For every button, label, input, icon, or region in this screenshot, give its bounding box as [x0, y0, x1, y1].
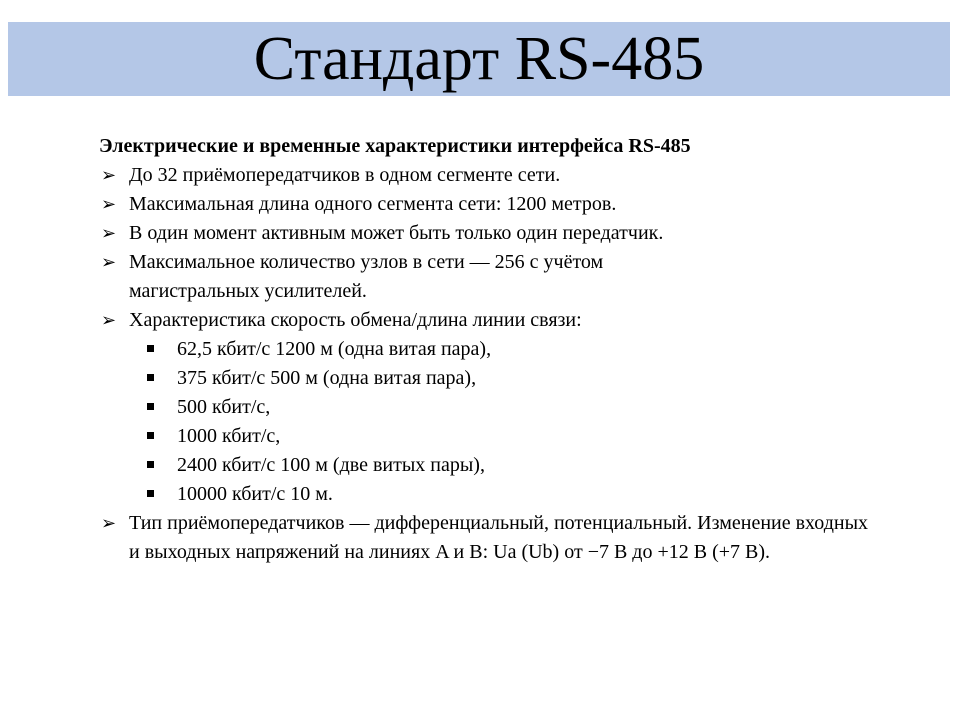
- sub-list-item-text: 500 кбит/с,: [177, 396, 271, 418]
- arrowhead-bullet-icon: ➢: [101, 194, 117, 215]
- arrowhead-bullet-icon: ➢: [101, 223, 117, 244]
- list-item: [99, 248, 899, 306]
- sub-list-item-text: 2400 кбит/с 100 м (две витых пары),: [177, 454, 485, 476]
- sub-list-item-text: 62,5 кбит/с 1200 м (одна витая пара),: [177, 338, 492, 360]
- sub-list-item: [99, 364, 899, 393]
- sub-list-item-text: 10000 кбит/с 10 м.: [177, 483, 333, 505]
- sub-list-item: [99, 451, 899, 480]
- list-item: [99, 161, 899, 190]
- slide-title: Стандарт RS-485: [253, 25, 705, 93]
- square-bullet-icon: [147, 345, 154, 352]
- list-item: [99, 509, 899, 567]
- square-bullet-icon: [147, 403, 154, 410]
- list-item-text: В один момент активным может быть только один передатчик.: [129, 222, 664, 244]
- list-item-text: До 32 приёмопередатчиков в одном сегменте сети.: [129, 164, 561, 186]
- list-item: [99, 219, 899, 248]
- section-heading: Электрические и временные характеристики интерфейса RS-485: [99, 135, 691, 157]
- square-bullet-icon: [147, 432, 154, 439]
- arrowhead-bullet-icon: ➢: [101, 252, 117, 273]
- arrowhead-bullet-icon: ➢: [101, 165, 117, 186]
- sub-bullet-list: [99, 335, 899, 509]
- square-bullet-icon: [147, 374, 154, 381]
- list-item-text: Максимальное количество узлов в сети — 256 с учётом магистральных усилителей.: [129, 251, 604, 302]
- slide-content: [99, 132, 899, 567]
- sub-list-item-text: 1000 кбит/с,: [177, 425, 281, 447]
- list-item-text: Максимальная длина одного сегмента сети: 1200 метров.: [129, 193, 617, 215]
- list-item: [99, 306, 899, 335]
- list-item-text: Тип приёмопередатчиков — дифференциальный, потенциальный. Изменение входных и выходных напряжений на линиях A и B: Ua (Ub) от −7 В до +12 В (+7 В).: [129, 512, 869, 563]
- list-item-text: Характеристика скорость обмена/длина линии связи:: [129, 309, 582, 331]
- list-item: [99, 190, 899, 219]
- sub-list-item: [99, 480, 899, 509]
- bullet-list: [99, 161, 899, 335]
- sub-list-item: [99, 335, 899, 364]
- sub-list-item-text: 375 кбит/с 500 м (одна витая пара),: [177, 367, 477, 389]
- arrowhead-bullet-icon: ➢: [101, 513, 117, 534]
- title-bar: [8, 22, 950, 96]
- arrowhead-bullet-icon: ➢: [101, 310, 117, 331]
- square-bullet-icon: [147, 461, 154, 468]
- sub-list-item: [99, 422, 899, 451]
- sub-list-item: [99, 393, 899, 422]
- bullet-list-continued: [99, 509, 899, 567]
- square-bullet-icon: [147, 490, 154, 497]
